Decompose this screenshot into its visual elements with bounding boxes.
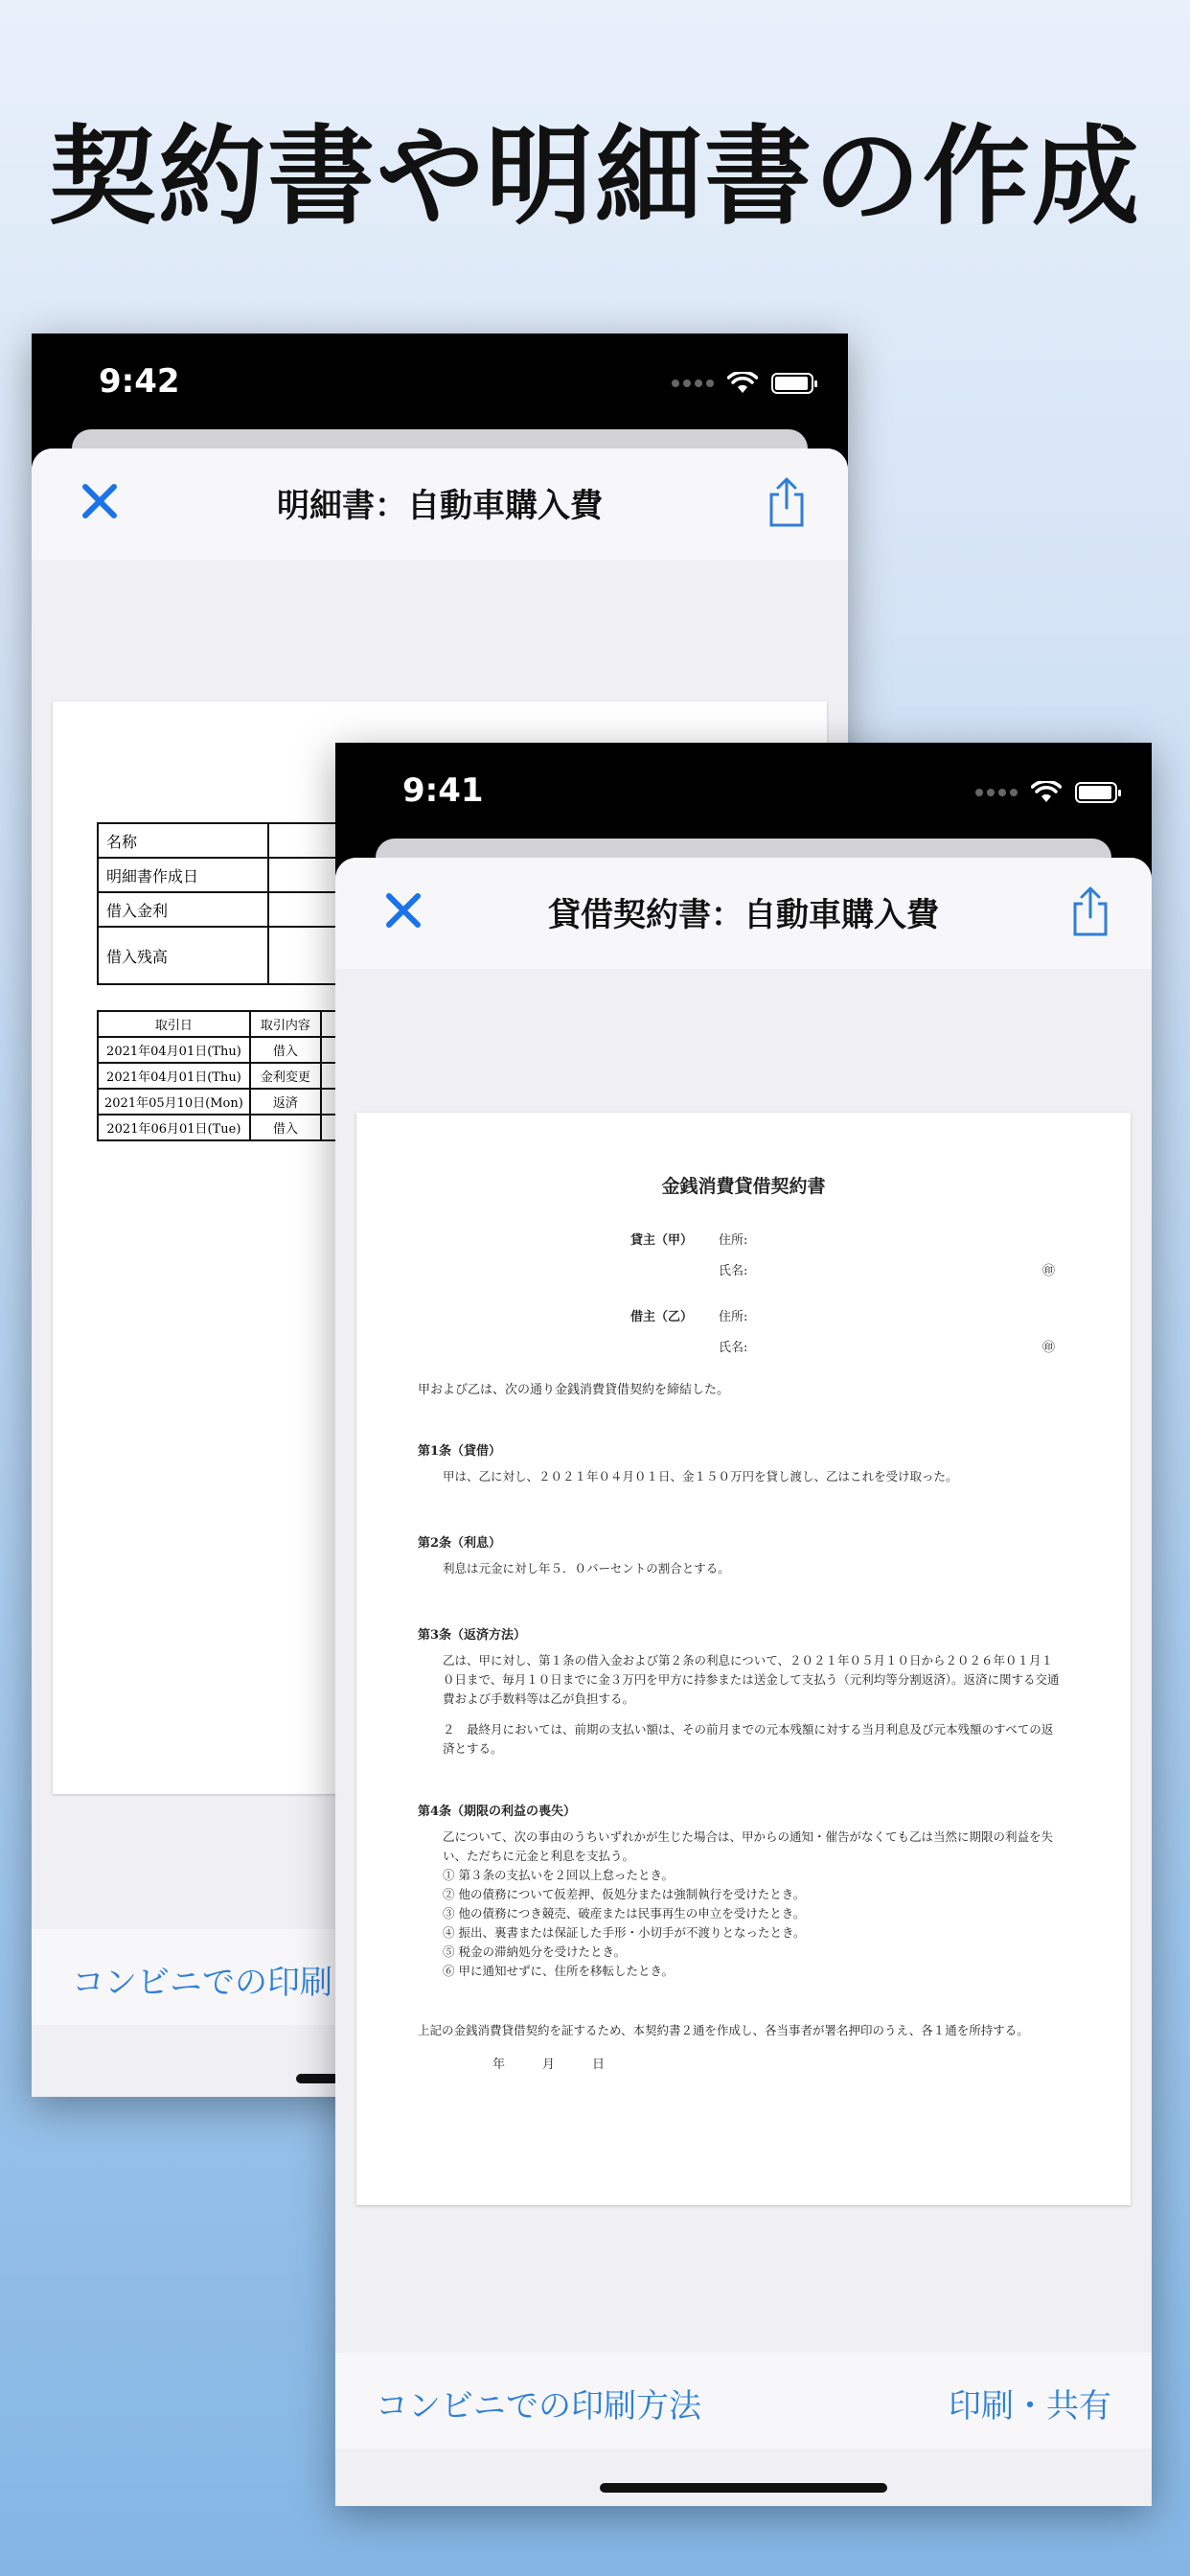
list-item: ⑥ 甲に通知せずに、住所を移転したとき。 [443, 1964, 674, 1978]
tx-date: 2021年04月01日(Thu) [98, 1037, 250, 1063]
table-row [98, 1089, 373, 1115]
headline: 契約書や明細書の作成 [49, 115, 1141, 240]
article-body: 乙は、甲に対し、第１条の借入金および第２条の利息について、２０２１年０５月１０日から２０２６年０１月１０日まで、毎月１０日までに金３万円を甲方に持参または送金して支払う（元利均等分割返済）。返済に関する交通費および手数料等は乙が負担する。 [443, 1653, 1060, 1706]
status-time: 9:42 [99, 362, 180, 401]
tx-type: 返済 [250, 1089, 321, 1115]
tx-date: 2021年06月01日(Tue) [98, 1115, 250, 1140]
list-item: ② 他の債務について仮差押、仮処分または強制執行を受けたとき。 [443, 1887, 806, 1901]
article-heading: 第2条（利息） [418, 1536, 502, 1551]
transaction-table [97, 1010, 374, 1141]
battery-icon [771, 373, 813, 394]
tx-date: 2021年05月10日(Mon) [98, 1089, 250, 1115]
contract-document [356, 1113, 1131, 2205]
toolbar [335, 2353, 1152, 2449]
list-item: ⑤ 税金の滞納処分を受けたとき。 [443, 1944, 626, 1959]
status-time: 9:41 [402, 771, 484, 810]
statement-label: 明細書作成日 [98, 858, 268, 892]
lender-label: 貸主（甲） [630, 1233, 694, 1248]
share-icon[interactable] [766, 475, 808, 529]
tx-type: 借入 [250, 1115, 321, 1140]
name-label: 氏名: [719, 1264, 748, 1278]
share-icon[interactable] [1069, 885, 1111, 938]
status-icons [975, 781, 1117, 804]
article-body: 利息は元金に対し年５．０パーセントの割合とする。 [443, 1561, 730, 1576]
borrower-label: 借主（乙） [630, 1310, 694, 1324]
nav-title: 貸借契約書：自動車購入費 [548, 896, 939, 934]
tx-type: 金利変更 [250, 1063, 321, 1089]
wifi-icon [1031, 781, 1062, 804]
navbar [32, 448, 848, 560]
nav-title: 明細書：自動車購入費 [277, 487, 603, 525]
wifi-icon [727, 372, 758, 395]
name-label: 氏名: [719, 1341, 748, 1355]
article-heading: 第1条（貸借） [418, 1444, 502, 1459]
home-indicator [600, 2483, 887, 2493]
list-item: ① 第３条の支払いを２回以上怠ったとき。 [443, 1868, 674, 1882]
article-heading: 第4条（期限の利益の喪失） [418, 1805, 577, 1819]
article-body: 甲は、乙に対し、２０２１年０４月０１日、金１５０万円を貸し渡し、乙はこれを受け取った。 [443, 1469, 958, 1484]
navbar [335, 858, 1152, 969]
statement-label: 名称 [98, 823, 268, 858]
table-row [98, 1063, 373, 1089]
contract-phone [335, 743, 1152, 2506]
tx-header: 取引日 [98, 1011, 250, 1037]
signal-icon [975, 789, 1018, 796]
print-share-button[interactable]: 印刷・共有 [949, 2387, 1111, 2426]
tx-header: 取引内容 [250, 1011, 321, 1037]
address-label: 住所: [719, 1233, 748, 1248]
status-icons [672, 372, 813, 395]
seal-mark: ㊞ [1042, 1264, 1056, 1278]
seal-mark: ㊞ [1042, 1341, 1056, 1355]
list-item: ③ 他の債務につき競売、破産または民事再生の申立を受けたとき。 [443, 1906, 806, 1920]
contract-intro: 甲および乙は、次の通り金銭消費貸借契約を締結した。 [418, 1383, 730, 1397]
convenience-print-button[interactable]: コンビニでの印刷 [72, 1964, 332, 2002]
article-body: ２ 最終月においては、前期の支払い額は、その前月までの元本残額に対する当月利息及び元本残額のすべての返済とする。 [443, 1722, 1054, 1756]
article-heading: 第3条（返済方法） [418, 1628, 527, 1643]
contract-title: 金銭消費貸借契約書 [661, 1176, 826, 1197]
statement-label: 借入残高 [98, 927, 268, 984]
tx-type: 借入 [250, 1037, 321, 1063]
date-line: 年 月 日 [492, 2058, 606, 2072]
convenience-print-button[interactable]: コンビニでの印刷方法 [376, 2387, 701, 2426]
contract-closing: 上記の金銭消費貸借契約を証するため、本契約書２通を作成し、各当事者が署名押印のうえ、各１通を所持する。 [418, 2023, 1029, 2037]
article-body: 乙について、次の事由のうちいずれかが生じた場合は、甲からの通知・催告がなくても乙は当然に期限の利益を失い、ただちに元金と利息を支払う。 [443, 1829, 1054, 1863]
signal-icon [672, 380, 714, 387]
table-row [98, 1115, 373, 1140]
statement-label: 借入金利 [98, 892, 268, 927]
table-row [98, 1037, 373, 1063]
battery-icon [1075, 782, 1117, 803]
address-label: 住所: [719, 1310, 748, 1324]
list-item: ④ 振出、裏書または保証した手形・小切手が不渡りとなったとき。 [443, 1925, 806, 1940]
contract-sheet [335, 858, 1152, 2506]
tx-date: 2021年04月01日(Thu) [98, 1063, 250, 1089]
